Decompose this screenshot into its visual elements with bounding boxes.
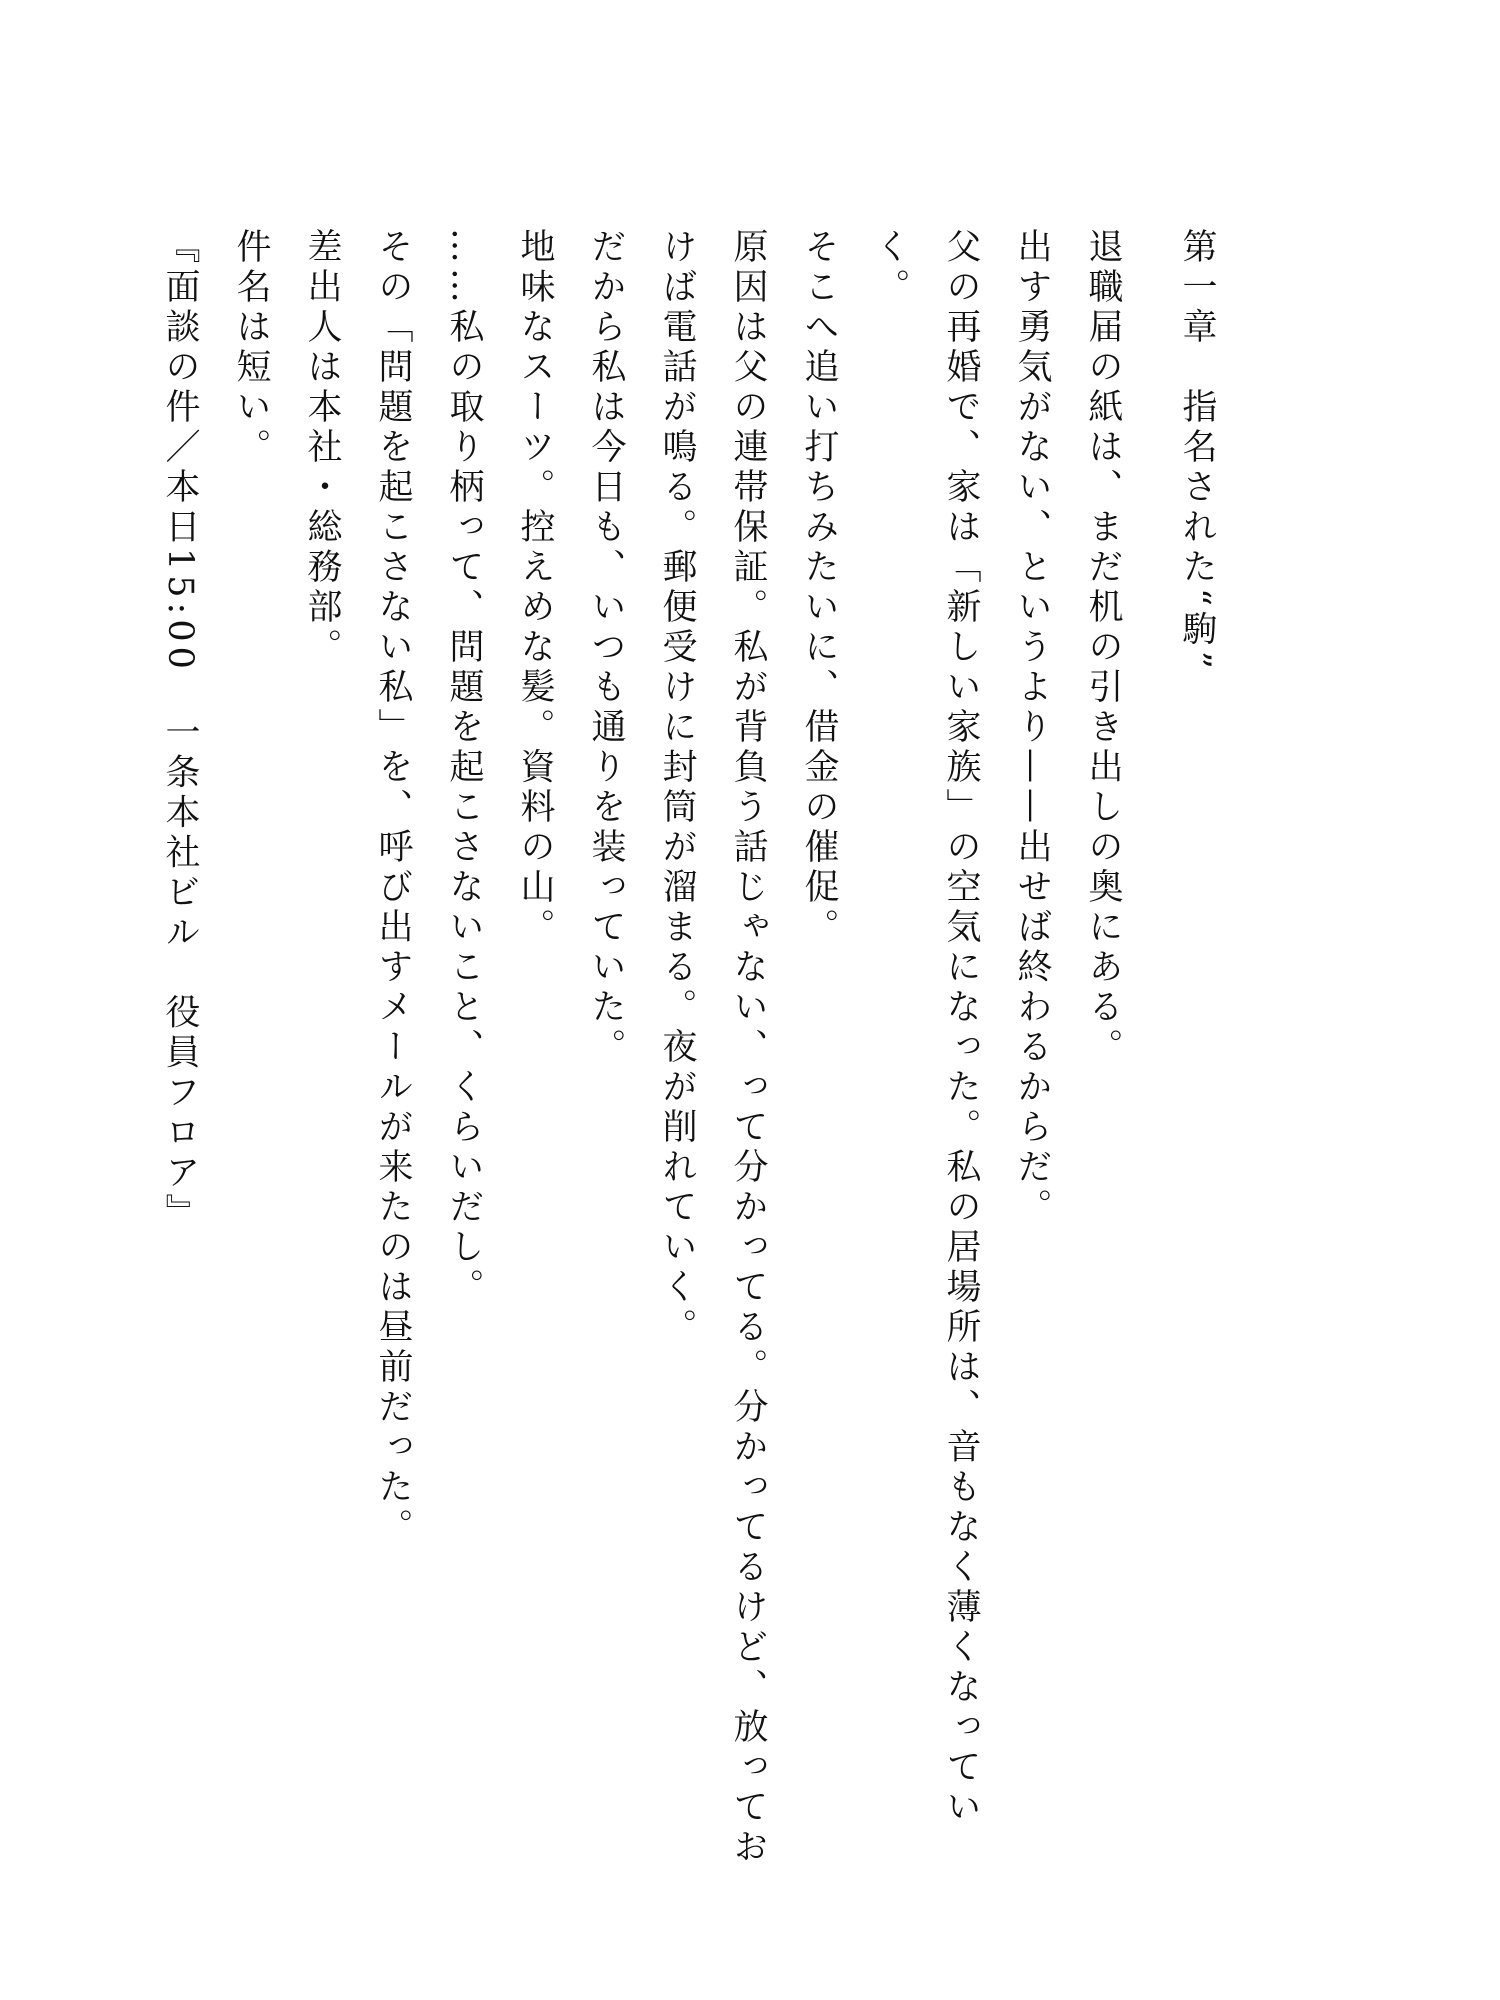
paragraph-12: 『面談の件／本日15:00 一条本社ビル 役員フロア』 (160, 228, 200, 1234)
paragraph-7: 地味なスーツ。控えめな髪。資料の山。 (515, 228, 555, 948)
paragraph-8: ……私の取り柄って、問題を起こさないこと、くらいだし。 (444, 228, 484, 1308)
paragraph-5: 原因は父の連帯保証。私が背負う話じゃない、って分かってる。分かってるけど、放っておけば電話が鳴る。郵便受けに封筒が溜まる。夜が削れていく。 (657, 228, 768, 1868)
paragraph-10: 差出人は本社・総務部。 (302, 228, 342, 668)
paragraph-1: 退職届の紙は、まだ机の引き出しの奥にある。 (1083, 228, 1123, 1068)
paragraph-3: 父の再婚で、家は「新しい家族」の空気になった。私の居場所は、音もなく薄くなっていく。 (870, 228, 981, 1828)
paragraph-4: そこへ追い打ちみたいに、借金の催促。 (799, 228, 839, 948)
chapter-title: 第一章 指名された“駒” (1177, 228, 1217, 674)
paragraph-9: その「問題を起こさない私」を、呼び出すメールが来たのは昼前だった。 (373, 228, 413, 1548)
paragraph-11: 件名は短い。 (231, 228, 271, 468)
paragraph-6: だから私は今日も、いつも通りを装っていた。 (586, 228, 626, 1068)
paragraph-2: 出す勇気がない、というより——出せば終わるからだ。 (1012, 228, 1052, 1228)
vertical-text-body (144, 228, 1232, 1868)
